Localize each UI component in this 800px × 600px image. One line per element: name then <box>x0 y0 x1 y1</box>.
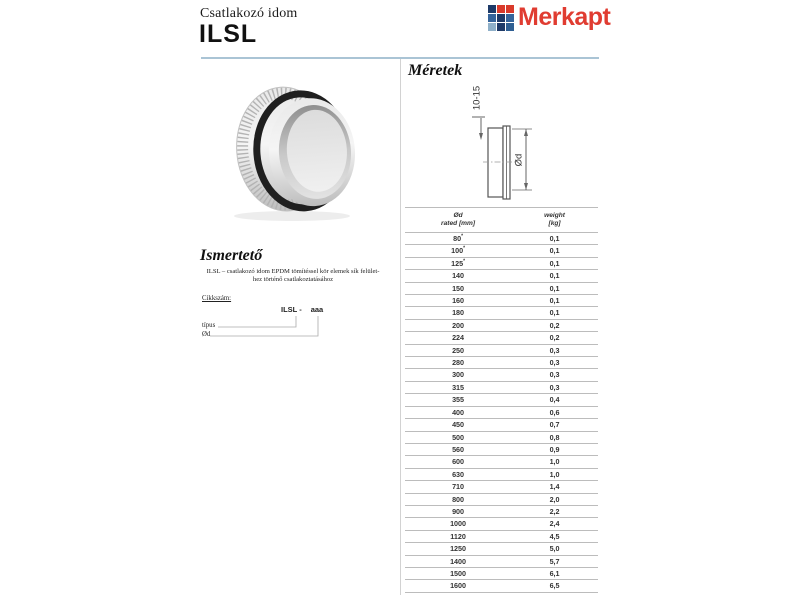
weight-cell: 0,2 <box>511 332 598 344</box>
table-row <box>405 530 598 542</box>
sku-label: Cikkszám: <box>202 295 232 302</box>
weight-cell: 0,1 <box>511 233 598 245</box>
weight-cell: 0,7 <box>511 419 598 431</box>
table-row <box>405 319 598 331</box>
diameter-cell: 1000 <box>405 518 511 530</box>
table-row <box>405 518 598 530</box>
brand-name: Merkapt <box>518 3 611 31</box>
brand-grid-square <box>488 14 496 22</box>
sku-variable: aaa <box>310 305 324 314</box>
table-row <box>405 307 598 319</box>
diameter-cell: 800 <box>405 493 511 505</box>
table-row <box>405 456 598 468</box>
pipe-body <box>488 128 503 197</box>
table-row <box>405 295 598 307</box>
diameter-cell: 250 <box>405 344 511 356</box>
brand-grid-square <box>506 14 514 22</box>
weight-column-header <box>511 208 598 233</box>
legend-type-label: típus <box>202 322 216 329</box>
brand-grid-square <box>488 23 496 31</box>
diameter-cell: 500 <box>405 431 511 443</box>
table-row <box>405 567 598 579</box>
table-row <box>405 369 598 381</box>
table-row <box>405 233 598 245</box>
weight-cell: 0,3 <box>511 357 598 369</box>
size-table-body <box>405 233 598 593</box>
weight-cell: 0,1 <box>511 282 598 294</box>
diameter-cell: 160 <box>405 295 511 307</box>
product-description <box>198 268 388 284</box>
section-title-ismerteto: Ismertető <box>200 247 263 264</box>
diameter-cell: 300 <box>405 369 511 381</box>
weight-cell: 5,0 <box>511 543 598 555</box>
diameter-dimension-label: Ød <box>513 153 525 167</box>
table-row <box>405 555 598 567</box>
dimension-drawing <box>460 80 605 210</box>
brand-grid-square <box>497 14 505 22</box>
weight-cell: 0,1 <box>511 257 598 269</box>
diameter-column-header <box>405 208 511 233</box>
diameter-cell: 1250 <box>405 543 511 555</box>
sku-legend-lines <box>200 310 340 342</box>
table-row <box>405 381 598 393</box>
brand-grid-square <box>497 5 505 13</box>
diameter-cell: 200 <box>405 319 511 331</box>
diameter-cell: 80* <box>405 233 511 245</box>
table-row <box>405 245 598 257</box>
weight-cell: 6,5 <box>511 580 598 592</box>
table-row <box>405 419 598 431</box>
table-row <box>405 344 598 356</box>
legend-diameter-label: Ød <box>202 331 211 338</box>
weight-cell: 0,1 <box>511 295 598 307</box>
weight-cell: 5,7 <box>511 555 598 567</box>
table-row <box>405 431 598 443</box>
brand-grid-square <box>488 5 496 13</box>
column-divider <box>400 59 401 595</box>
diameter-cell: 280 <box>405 357 511 369</box>
weight-cell: 2,2 <box>511 505 598 517</box>
diameter-header-unit: rated [mm] <box>441 220 476 227</box>
product-category: Csatlakozó idom <box>200 6 298 21</box>
diameter-cell: 355 <box>405 394 511 406</box>
weight-cell: 0,9 <box>511 443 598 455</box>
diameter-cell: 900 <box>405 505 511 517</box>
table-row <box>405 481 598 493</box>
weight-cell: 0,3 <box>511 369 598 381</box>
brand-grid-square <box>506 23 514 31</box>
weight-cell: 0,3 <box>511 381 598 393</box>
table-row <box>405 443 598 455</box>
weight-cell: 4,5 <box>511 530 598 542</box>
weight-cell: 0,6 <box>511 406 598 418</box>
table-row <box>405 332 598 344</box>
diameter-cell: 1500 <box>405 567 511 579</box>
brand-grid-square <box>506 5 514 13</box>
diameter-arrow-top <box>524 129 528 136</box>
table-row <box>405 394 598 406</box>
size-table-header <box>405 208 598 233</box>
page-title: ILSL <box>199 20 258 48</box>
brand-grid-icon <box>488 5 514 31</box>
table-row <box>405 505 598 517</box>
brand-logo <box>488 3 610 32</box>
diameter-cell: 400 <box>405 406 511 418</box>
weight-cell: 0,2 <box>511 319 598 331</box>
table-row <box>405 468 598 480</box>
size-table <box>405 207 598 593</box>
diameter-cell: 1400 <box>405 555 511 567</box>
weight-cell: 2,0 <box>511 493 598 505</box>
diameter-cell: 140 <box>405 270 511 282</box>
diameter-cell: 450 <box>405 419 511 431</box>
diameter-cell: 1120 <box>405 530 511 542</box>
weight-cell: 1,0 <box>511 456 598 468</box>
weight-cell: 0,1 <box>511 307 598 319</box>
diameter-cell: 224 <box>405 332 511 344</box>
diameter-cell: 125* <box>405 257 511 269</box>
weight-cell: 6,1 <box>511 567 598 579</box>
weight-cell: 0,1 <box>511 245 598 257</box>
weight-cell: 1,4 <box>511 481 598 493</box>
description-line-2: hez történő csatlakoztatásához <box>252 276 334 283</box>
product-photo <box>230 78 380 223</box>
table-row <box>405 406 598 418</box>
depth-arrow <box>479 133 483 140</box>
diameter-cell: 100* <box>405 245 511 257</box>
table-row <box>405 357 598 369</box>
table-row <box>405 257 598 269</box>
weight-cell: 0,4 <box>511 394 598 406</box>
diameter-arrow-bottom <box>524 183 528 190</box>
diameter-cell: 630 <box>405 468 511 480</box>
depth-dimension-label: 10-15 <box>471 85 483 111</box>
diameter-cell: 600 <box>405 456 511 468</box>
sku-prefix: ILSL - <box>281 305 302 314</box>
weight-cell: 1,0 <box>511 468 598 480</box>
diameter-cell: 710 <box>405 481 511 493</box>
diameter-cell: 560 <box>405 443 511 455</box>
weight-cell: 0,8 <box>511 431 598 443</box>
table-row <box>405 282 598 294</box>
diameter-cell: 1600 <box>405 580 511 592</box>
table-row <box>405 493 598 505</box>
weight-header-unit: [kg] <box>548 220 561 227</box>
table-row <box>405 580 598 592</box>
diameter-cell: 150 <box>405 282 511 294</box>
table-row <box>405 543 598 555</box>
diameter-cell: 315 <box>405 381 511 393</box>
diameter-cell: 180 <box>405 307 511 319</box>
weight-cell: 2,4 <box>511 518 598 530</box>
weight-cell: 0,3 <box>511 344 598 356</box>
table-row <box>405 270 598 282</box>
description-line-1: ILSL – csatlakozó idom EPDM tömítéssel kör elemek sík felület- <box>206 268 380 275</box>
section-title-meretek: Méretek <box>408 62 463 79</box>
diameter-header-symbol: Ød <box>453 212 463 219</box>
weight-header-word: weight <box>544 212 566 219</box>
photo-shadow <box>234 211 350 221</box>
brand-grid-square <box>497 23 505 31</box>
weight-cell: 0,1 <box>511 270 598 282</box>
